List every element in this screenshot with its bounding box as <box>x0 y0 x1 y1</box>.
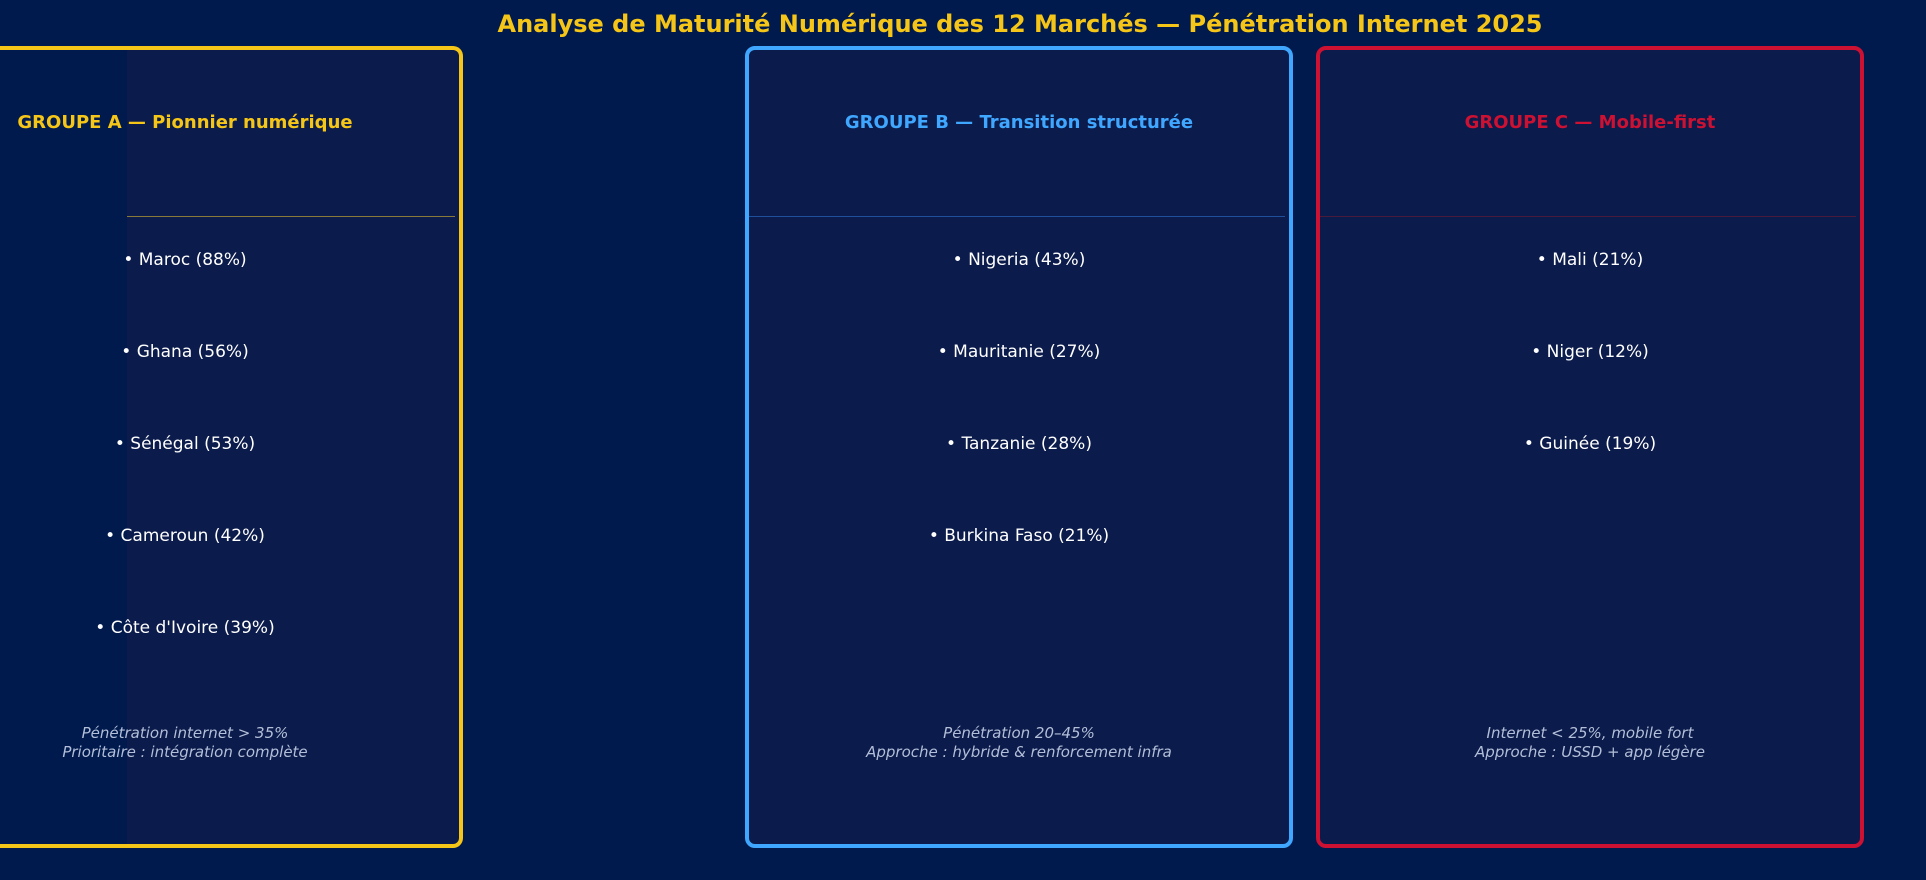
group-b-item: • Nigeria (43%) <box>952 250 1086 270</box>
group-b-item: • Burkina Faso (21%) <box>928 526 1110 546</box>
group-b-note-line: Pénétration 20–45% <box>943 724 1095 742</box>
group-b-note <box>749 724 1289 762</box>
group-c-header: GROUPE C — Mobile-first <box>1464 112 1716 133</box>
group-c-divider <box>1320 216 1856 217</box>
group-a-item: • Sénégal (53%) <box>114 434 256 454</box>
group-c-note-line: Internet < 25%, mobile fort <box>1486 724 1694 742</box>
page-title: Analyse de Maturité Numérique des 12 Marchés — Pénétration Internet 2025 <box>497 10 1543 38</box>
group-b-divider <box>749 216 1285 217</box>
group-a-note-line: Pénétration internet > 35% <box>81 724 289 742</box>
group-a-item: • Ghana (56%) <box>121 342 249 362</box>
group-c-panel <box>1316 46 1864 848</box>
group-c-item: • Mali (21%) <box>1536 250 1644 270</box>
group-a-item: • Maroc (88%) <box>123 250 247 270</box>
group-a-note-line: Prioritaire : intégration complète <box>62 743 308 761</box>
group-b-panel <box>745 46 1293 848</box>
group-a-note <box>0 724 410 762</box>
group-a-panel <box>0 46 463 848</box>
group-a-item: • Côte d'Ivoire (39%) <box>95 618 275 638</box>
group-c-note <box>1320 724 1860 762</box>
group-c-item: • Guinée (19%) <box>1523 434 1657 454</box>
group-c-note-line: Approche : USSD + app légère <box>1475 743 1705 761</box>
group-a-item: • Cameroun (42%) <box>105 526 265 546</box>
group-a-header: GROUPE A — Pionnier numérique <box>17 112 353 133</box>
group-b-note-line: Approche : hybride & renforcement infra <box>866 743 1172 761</box>
group-c-item: • Niger (12%) <box>1531 342 1649 362</box>
group-b-item: • Mauritanie (27%) <box>937 342 1101 362</box>
group-a-divider <box>127 216 455 217</box>
group-b-header: GROUPE B — Transition structurée <box>844 112 1194 133</box>
group-b-item: • Tanzanie (28%) <box>946 434 1092 454</box>
